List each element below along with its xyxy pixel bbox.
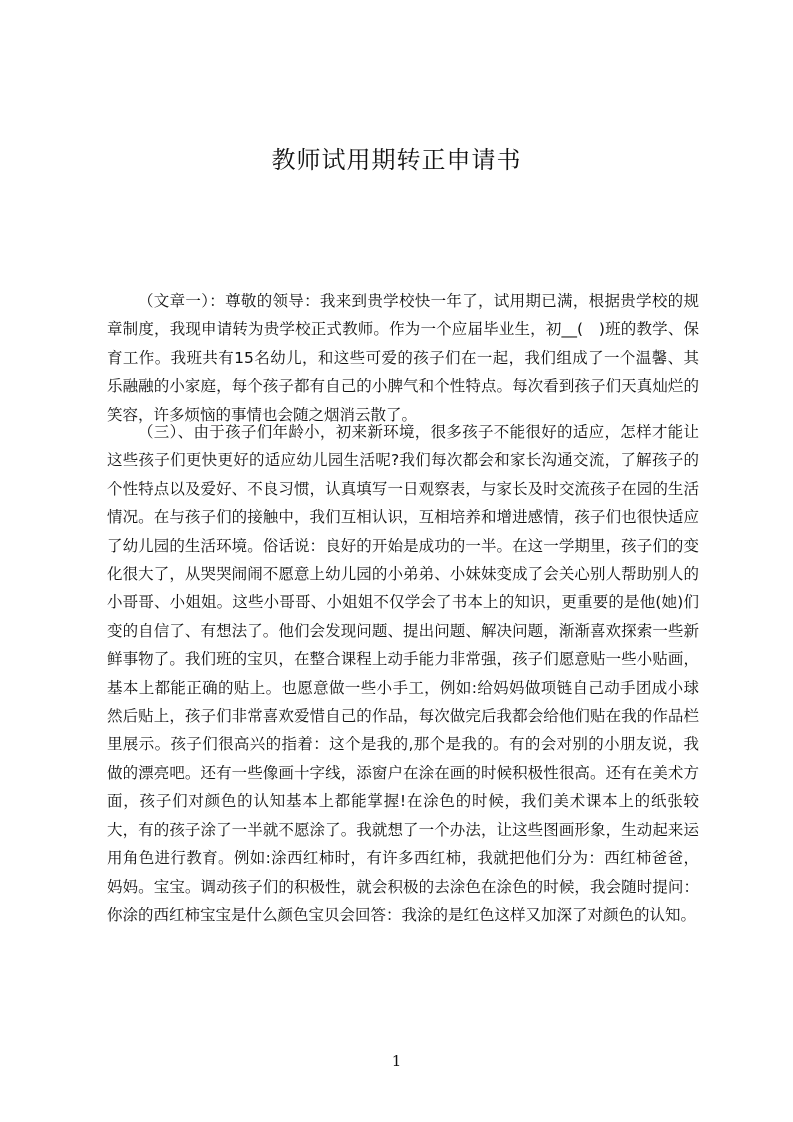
document-title: 教师试用期转正申请书 [271, 146, 522, 174]
page-number: 1 [391, 1052, 402, 1070]
paragraph-2: （三）、由于孩子们年龄小，初来新环境，很多孩子不能很好的适应，怎样才能让这些孩子们更快更好的适应幼儿园生活呢?我们每次都会和家长沟通交流，了解孩子的个性特点以及爱好、不良习惯，认真填写一日观察表，与家长及时交流孩子在园的生活情况。在与孩子们的接触中，我们互相认识，互相培养和增进感情，孩子们也很快适应了幼儿园的生活环境。俗话说：良好的开始是成功的一半。在这一学期里，孩子们的变化很大了，从哭哭闹闹不愿意上幼儿园的小弟弟、小妹妹变成了会关心别人帮助别人的小哥哥、小姐姐。这些小哥哥、小姐姐不仅学会了书本上的知识，更重要的是他(她)们变的自信了、有想法了。他们会发现问题、提出问题、解决问题，渐渐喜欢探索一些新鲜事物了。我们班的宝贝，在整合课程上动手能力非常强，孩子们愿意贴一些小贴画，基本上都能正确的贴上。也愿意做一些小手工，例如:给妈妈做项链自己动手团成小球然后贴上，孩子们非常喜欢爱惜自己的作品，每次做完后我都会给他们贴在我的作品栏里展示。孩子们很高兴的指着：这个是我的,那个是我的。有的会对别的小朋友说，我做的漂亮吧。还有一些像画十字线，添窗户在涂在画的时候积极性很高。还有在美术方面，孩子们对颜色的认知基本上都能掌握!在涂色的时候，我们美术课本上的纸张较大，有的孩子涂了一半就不愿涂了。我就想了一个办法，让这些图画形象，生动起来运用角色进行教育。例如:涂西红柿时，有许多西红柿，我就把他们分为：西红柿爸爸，妈妈。宝宝。调动孩子们的积极性，就会积极的去涂色在涂色的时候，我会随时提问：你涂的西红柿宝宝是什么颜色宝贝会回答：我涂的是红色这样又加深了对颜色的认知。 [107, 423, 699, 924]
paragraph-1: （文章一）：尊敬的领导：我来到贵学校快一年了，试用期已满，根据贵学校的规章制度，我现申请转为贵学校正式教师。作为一个应届毕业生，初__( )班的教学、保育工作。我班共有15名幼儿，和这些可爱的孩子们在一起，我们组成了一个温馨、其乐融融的小家庭，每个孩子都有自己的小脾气和个性特点。每次看到孩子们天真灿烂的笑容，许多烦恼的事情也会随之烟消云散了。 [107, 292, 699, 424]
